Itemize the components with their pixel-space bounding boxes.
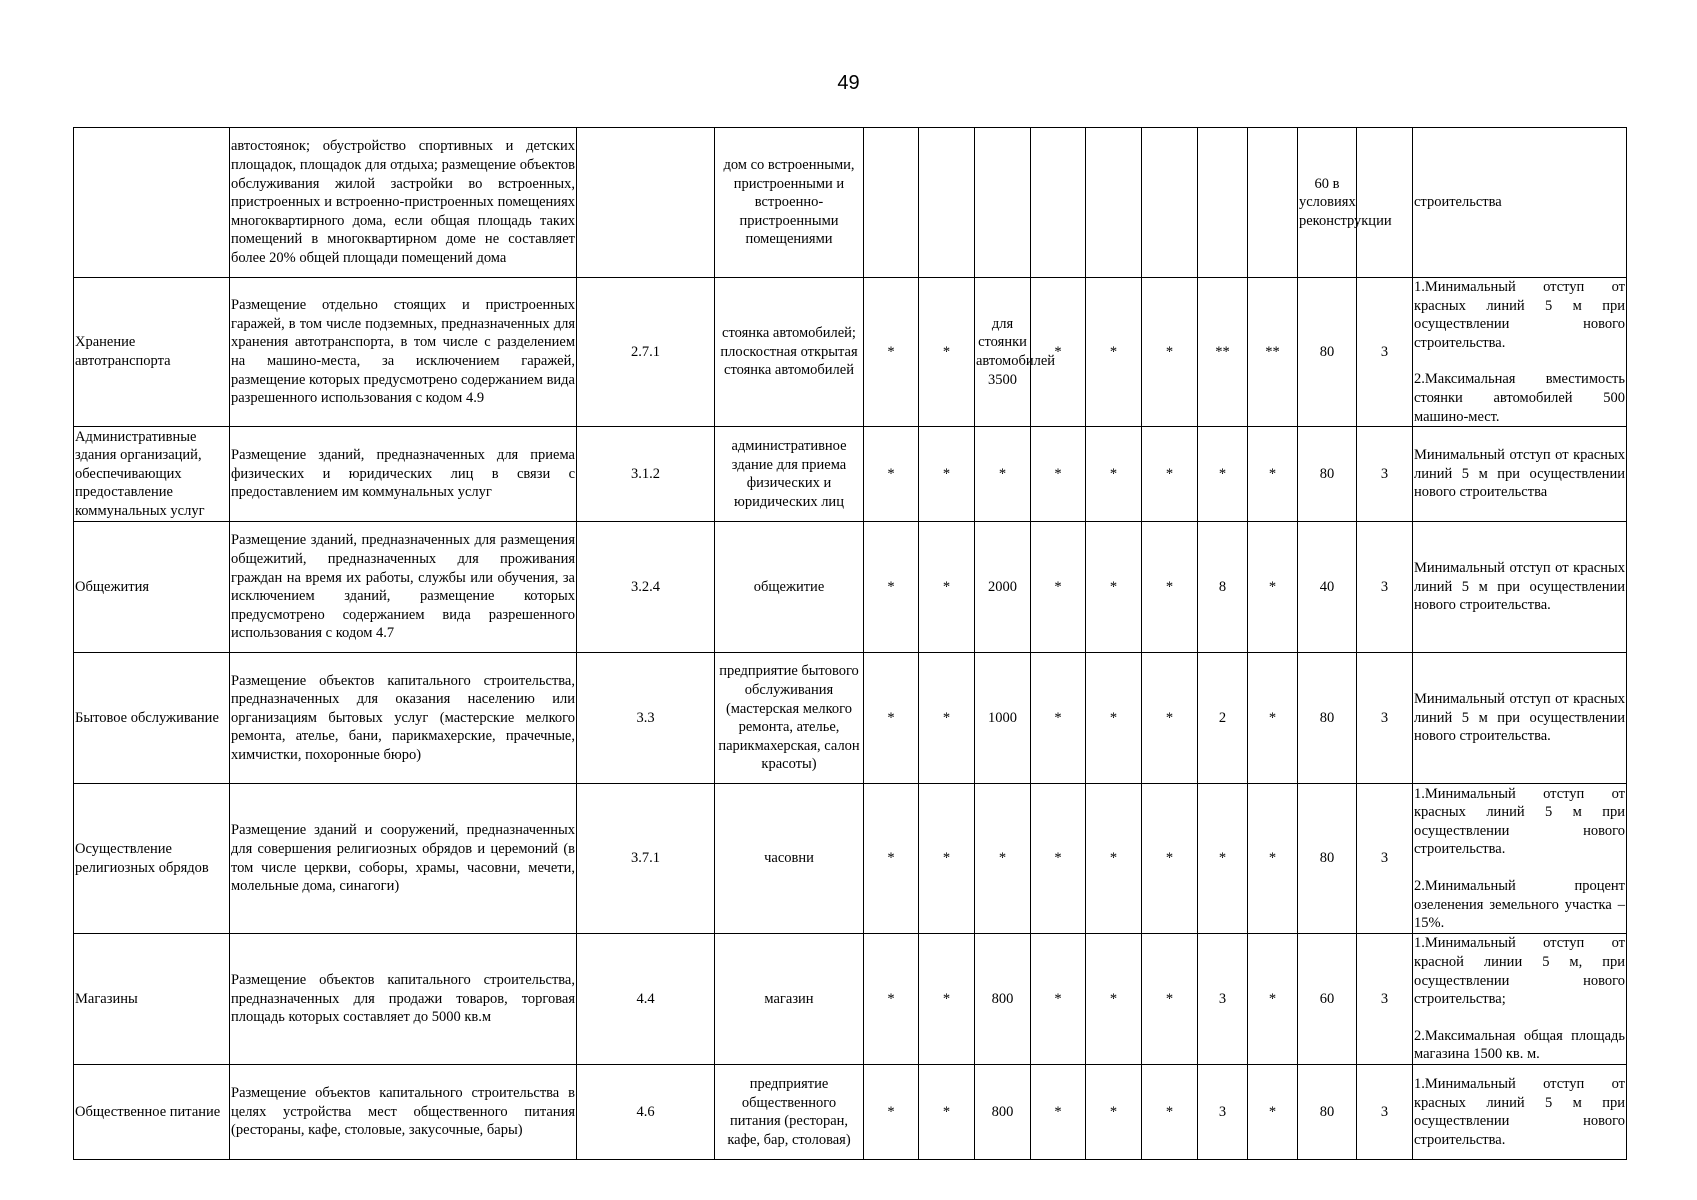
param-cell: * xyxy=(1142,278,1198,427)
land-use-name-cell xyxy=(74,128,230,278)
note-text: 2.Минимальный процент озеленения земельного участка – 15%. xyxy=(1414,877,1625,932)
param-cell xyxy=(975,128,1031,278)
max-coverage-cell: 60 xyxy=(1298,934,1357,1065)
param-cell: * xyxy=(919,1065,975,1160)
param-cell: * xyxy=(864,1065,919,1160)
description-cell: Размещение объектов капитального строительства, предназначенных для продажи товаров, торговая площадь которых составляет до 5000 кв.м xyxy=(230,934,577,1065)
max-coverage-cell: 80 xyxy=(1298,427,1357,522)
param-cell: * xyxy=(1142,1065,1198,1160)
note-text: 1.Минимальный отступ от красных линий 5 м при осуществлении нового строительства. xyxy=(1414,279,1625,351)
note-text: 1.Минимальный отступ от красных линий 5 м при осуществлении нового строительства. xyxy=(1414,1075,1625,1148)
floors-cell: 3 xyxy=(1357,934,1413,1065)
description-cell: Размещение зданий, предназначенных для приема физических и юридических лиц в связи с предоставлением им коммунальных услуг xyxy=(230,427,577,522)
object-type-cell: дом со встроенными, пристроенными и встроенно-пристроенными помещениями xyxy=(715,128,864,278)
object-type-cell: стоянка автомобилей; плоскостная открытая стоянка автомобилей xyxy=(715,278,864,427)
code-cell: 4.6 xyxy=(577,1065,715,1160)
notes-cell xyxy=(1413,653,1627,784)
param-cell xyxy=(1086,128,1142,278)
note-text: 1.Минимальный отступ от красных линий 5 м при осуществлении нового строительства. xyxy=(1414,785,1625,858)
code-cell: 2.7.1 xyxy=(577,278,715,427)
param-cell: * xyxy=(1086,653,1142,784)
param-cell xyxy=(1198,128,1248,278)
param-cell: * xyxy=(1086,934,1142,1065)
code-cell: 4.4 xyxy=(577,934,715,1065)
floors-cell xyxy=(1357,128,1413,278)
table-row xyxy=(74,1065,1627,1160)
param-cell: * xyxy=(864,278,919,427)
note-text: строительства xyxy=(1414,194,1502,211)
max-coverage-cell: 80 xyxy=(1298,1065,1357,1160)
param-cell: * xyxy=(1142,934,1198,1065)
param-cell: * xyxy=(1031,1065,1086,1160)
object-type-cell: предприятие общественного питания (ресторан, кафе, бар, столовая) xyxy=(715,1065,864,1160)
param-cell: * xyxy=(1198,427,1248,522)
param-cell xyxy=(1142,128,1198,278)
land-use-regulations-table xyxy=(73,127,1627,1160)
param-cell: ** xyxy=(1198,278,1248,427)
table-row xyxy=(74,128,1627,278)
floors-cell: 3 xyxy=(1357,427,1413,522)
param-cell: * xyxy=(1248,1065,1298,1160)
land-use-name-cell: Общественное питание xyxy=(74,1065,230,1160)
land-use-name-cell: Осуществление религиозных обрядов xyxy=(74,784,230,934)
param-cell: 2000 xyxy=(975,522,1031,653)
param-cell: * xyxy=(864,784,919,934)
note-text: 2.Максимальная вместимость стоянки автомобилей 500 машино-мест. xyxy=(1414,371,1625,425)
param-cell: 800 xyxy=(975,934,1031,1065)
notes-cell xyxy=(1413,427,1627,522)
param-cell: * xyxy=(919,278,975,427)
param-cell: * xyxy=(864,427,919,522)
table-row xyxy=(74,653,1627,784)
note-text: 2.Максимальная общая площадь магазина 1500 кв. м. xyxy=(1414,1027,1625,1063)
param-cell: * xyxy=(1248,934,1298,1065)
param-cell: * xyxy=(1248,522,1298,653)
param-cell: * xyxy=(1031,522,1086,653)
param-cell: * xyxy=(864,653,919,784)
page-number: 49 xyxy=(837,72,860,94)
param-cell: 8 xyxy=(1198,522,1248,653)
param-cell: 3 xyxy=(1198,934,1248,1065)
param-cell: * xyxy=(975,427,1031,522)
notes-cell xyxy=(1413,522,1627,653)
param-cell: * xyxy=(1086,427,1142,522)
floors-cell: 3 xyxy=(1357,278,1413,427)
max-coverage-cell: 60 в условиях реконструкции xyxy=(1298,128,1357,278)
notes-cell xyxy=(1413,784,1627,934)
param-cell: * xyxy=(864,522,919,653)
floors-cell: 3 xyxy=(1357,522,1413,653)
param-cell: * xyxy=(1248,653,1298,784)
param-cell xyxy=(864,128,919,278)
object-type-cell: часовни xyxy=(715,784,864,934)
code-cell: 3.3 xyxy=(577,653,715,784)
param-cell: * xyxy=(975,784,1031,934)
note-text: 1.Минимальный отступ от красной линии 5 м, при осуществлении нового строительства; xyxy=(1414,935,1625,1008)
param-cell: * xyxy=(919,784,975,934)
note-spacer xyxy=(1414,352,1625,370)
floors-cell: 3 xyxy=(1357,784,1413,934)
land-use-name-cell: Общежития xyxy=(74,522,230,653)
param-cell: * xyxy=(1086,784,1142,934)
notes-cell xyxy=(1413,128,1627,278)
notes-cell xyxy=(1413,1065,1627,1160)
floors-cell: 3 xyxy=(1357,653,1413,784)
note-text: Минимальный отступ от красных линий 5 м при осуществлении нового строительства. xyxy=(1414,560,1625,614)
description-cell: Размещение отдельно стоящих и пристроенных гаражей, в том числе подземных, предназначенных для хранения автотранспорта, в том числе с разделением на машино-места, за исключением гаражей, размещение которых предусмотрено содержанием вида разрешенного использования с кодом 4.9 xyxy=(230,278,577,427)
description-cell: автостоянок; обустройство спортивных и детских площадок, площадок для отдыха; размещение объектов обслуживания жилой застройки во встроенных, пристроенных и встроенно-пристроенных помещениях многоквартирного дома, если общая площадь таких помещений в многоквартирном доме не составляет более 20% общей площади помещений дома xyxy=(230,128,577,278)
code-cell: 3.7.1 xyxy=(577,784,715,934)
param-cell: * xyxy=(919,522,975,653)
land-use-name-cell: Магазины xyxy=(74,934,230,1065)
table-row xyxy=(74,934,1627,1065)
param-cell: * xyxy=(1031,427,1086,522)
code-cell: 3.1.2 xyxy=(577,427,715,522)
note-spacer xyxy=(1414,1009,1625,1027)
param-cell: 2 xyxy=(1198,653,1248,784)
param-cell: * xyxy=(919,934,975,1065)
max-coverage-cell: 80 xyxy=(1298,278,1357,427)
notes-cell xyxy=(1413,278,1627,427)
description-cell: Размещение объектов капитального строительства в целях устройства мест общественного питания (рестораны, кафе, столовые, закусочные, бары) xyxy=(230,1065,577,1160)
param-cell: * xyxy=(919,653,975,784)
param-cell: * xyxy=(1248,427,1298,522)
param-cell xyxy=(1031,128,1086,278)
note-text: Минимальный отступ от красных линий 5 м при осуществлении нового строительства. xyxy=(1414,691,1625,745)
table-row xyxy=(74,278,1627,427)
table-row xyxy=(74,427,1627,522)
param-cell: * xyxy=(1086,522,1142,653)
param-cell: * xyxy=(1142,427,1198,522)
code-cell xyxy=(577,128,715,278)
land-use-name-cell: Хранение автотранспорта xyxy=(74,278,230,427)
floors-cell: 3 xyxy=(1357,1065,1413,1160)
param-cell: ** xyxy=(1248,278,1298,427)
param-cell xyxy=(919,128,975,278)
param-cell xyxy=(1248,128,1298,278)
param-cell: * xyxy=(919,427,975,522)
table-row xyxy=(74,522,1627,653)
param-cell: * xyxy=(1142,522,1198,653)
param-cell: 1000 xyxy=(975,653,1031,784)
description-cell: Размещение зданий, предназначенных для размещения общежитий, предназначенных для проживания граждан на время их работы, службы или обучения, за исключением зданий, размещение которых предусмотрено содержанием вида разрешенного использования с кодом 4.7 xyxy=(230,522,577,653)
note-text: Минимальный отступ от красных линий 5 м при осуществлении нового строительства xyxy=(1414,447,1625,501)
note-spacer xyxy=(1414,859,1625,877)
object-type-cell: магазин xyxy=(715,934,864,1065)
param-cell: * xyxy=(864,934,919,1065)
max-coverage-cell: 40 xyxy=(1298,522,1357,653)
land-use-name-cell: Административные здания организаций, обеспечивающих предоставление коммунальных услуг xyxy=(74,427,230,522)
land-use-name-cell: Бытовое обслуживание xyxy=(74,653,230,784)
param-cell: * xyxy=(1031,653,1086,784)
param-cell: 800 xyxy=(975,1065,1031,1160)
param-cell: * xyxy=(1142,653,1198,784)
notes-cell xyxy=(1413,934,1627,1065)
code-cell: 3.2.4 xyxy=(577,522,715,653)
object-type-cell: предприятие бытового обслуживания (мастерская мелкого ремонта, ателье, парикмахерская, салон красоты) xyxy=(715,653,864,784)
param-cell: * xyxy=(1086,278,1142,427)
param-cell: 3 xyxy=(1198,1065,1248,1160)
param-cell: * xyxy=(1198,784,1248,934)
object-type-cell: общежитие xyxy=(715,522,864,653)
table-row xyxy=(74,784,1627,934)
max-coverage-cell: 80 xyxy=(1298,653,1357,784)
param-cell: * xyxy=(1248,784,1298,934)
max-coverage-cell: 80 xyxy=(1298,784,1357,934)
param-cell: * xyxy=(1031,278,1086,427)
param-cell: для стоянки автомобилей 3500 xyxy=(975,278,1031,427)
param-cell: * xyxy=(1086,1065,1142,1160)
object-type-cell: административное здание для приема физических и юридических лиц xyxy=(715,427,864,522)
param-cell: * xyxy=(1031,784,1086,934)
param-cell: * xyxy=(1031,934,1086,1065)
description-cell: Размещение объектов капитального строительства, предназначенных для оказания населению или организациям бытовых услуг (мастерские мелкого ремонта, ателье, бани, парикмахерские, прачечные, химчистки, похоронные бюро) xyxy=(230,653,577,784)
description-cell: Размещение зданий и сооружений, предназначенных для совершения религиозных обрядов и церемоний (в том числе церкви, соборы, храмы, часовни, мечети, молельные дома, синагоги) xyxy=(230,784,577,934)
param-cell: * xyxy=(1142,784,1198,934)
